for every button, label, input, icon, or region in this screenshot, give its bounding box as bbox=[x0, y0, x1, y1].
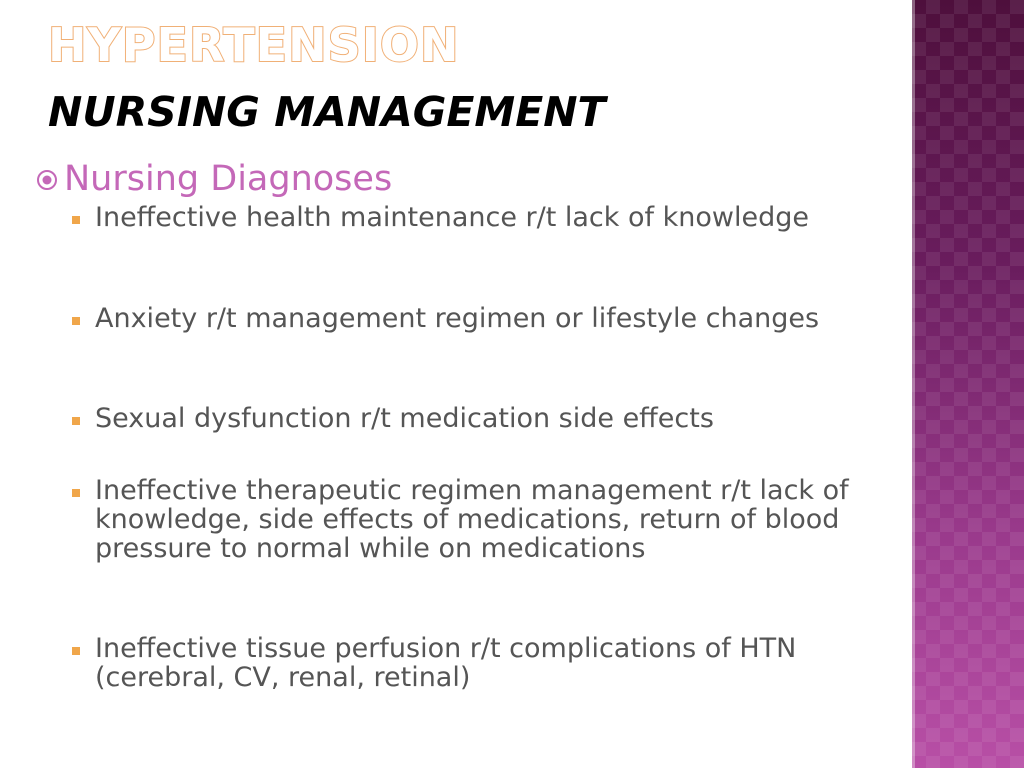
list-item-text: Sexual dysfunction r/t medication side effects bbox=[95, 403, 714, 434]
list-item bbox=[70, 304, 895, 333]
list-item-text: Ineffective tissue perfusion r/t complications of HTN (cerebral, CV, renal, retinal) bbox=[95, 633, 797, 693]
list-item bbox=[70, 634, 895, 692]
slide-title: HYPERTENSION bbox=[48, 18, 460, 72]
square-bullet-icon bbox=[72, 647, 80, 655]
list-item bbox=[70, 203, 895, 232]
square-bullet-icon bbox=[72, 216, 80, 224]
decorative-side-panel bbox=[912, 0, 1024, 768]
section-heading-label: Nursing Diagnoses bbox=[64, 159, 393, 199]
list-item-text: Ineffective therapeutic regimen management r/t lack of knowledge, side effects of medications, return of blood pressure to normal while on medications bbox=[95, 475, 849, 564]
target-bullet-icon bbox=[36, 169, 58, 191]
slide-subtitle: NURSING MANAGEMENT bbox=[48, 88, 606, 136]
list-item-text: Ineffective health maintenance r/t lack of knowledge bbox=[95, 202, 809, 233]
square-bullet-icon bbox=[72, 317, 80, 325]
square-bullet-icon bbox=[72, 489, 80, 497]
section-heading bbox=[36, 158, 392, 200]
list-item bbox=[70, 476, 895, 563]
list-item-text: Anxiety r/t management regimen or lifestyle changes bbox=[95, 303, 820, 334]
square-bullet-icon bbox=[72, 417, 80, 425]
list-item bbox=[70, 404, 895, 433]
